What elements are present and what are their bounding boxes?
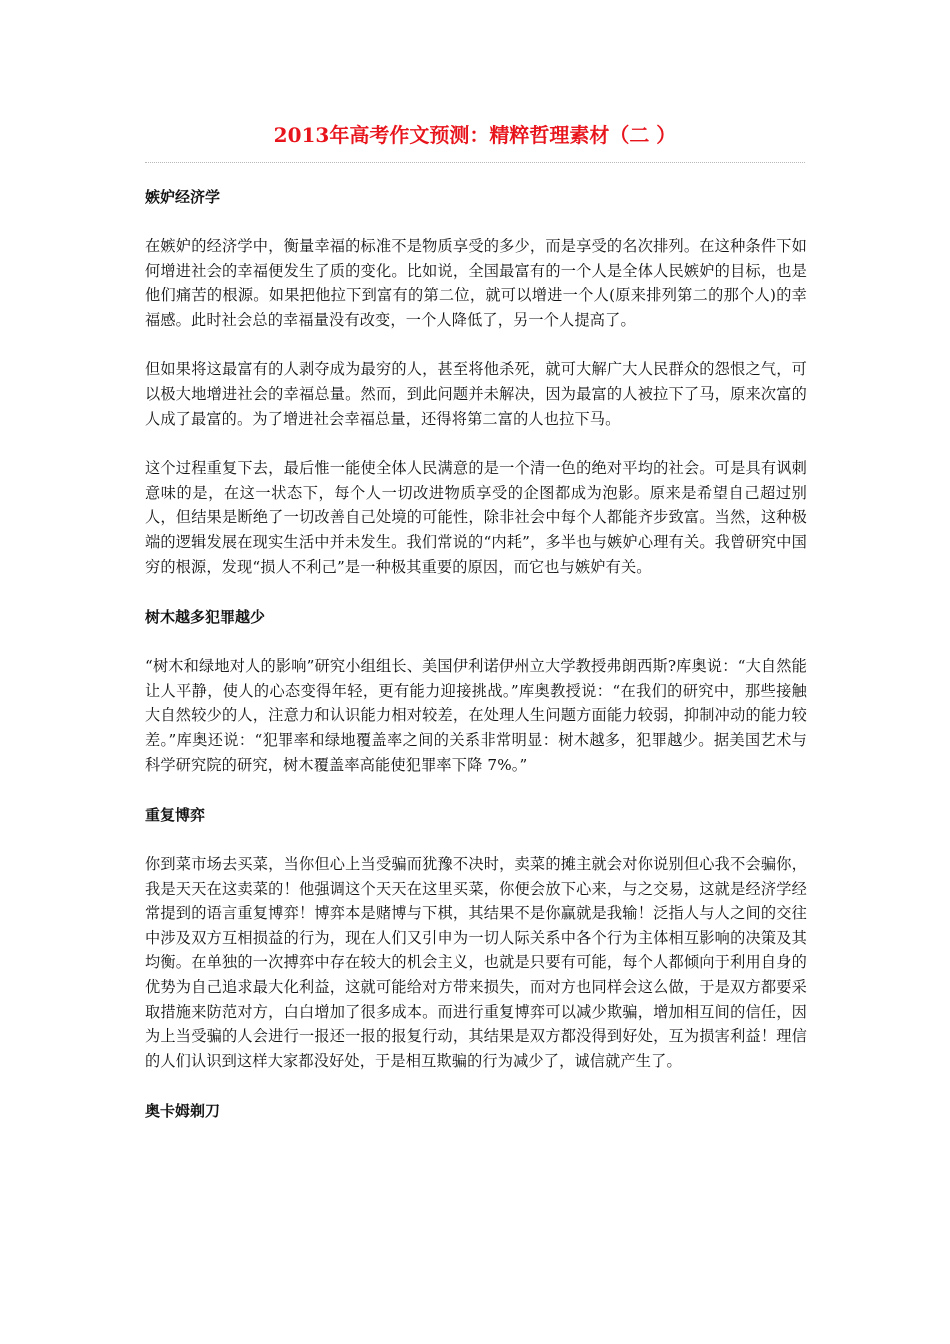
section-heading-trees-crime: 树木越多犯罪越少 xyxy=(145,608,266,627)
title-divider xyxy=(145,162,805,163)
document-body xyxy=(145,184,807,1124)
section-heading-envy-economics: 嫉妒经济学 xyxy=(145,188,221,206)
paragraph: 在嫉妒的经济学中，衡量幸福的标准不是物质享受的多少，而是享受的名次排列。在这种条件下如何增进社会的幸福便发生了质的变化。比如说，全国最富有的一个人是全体人民嫉妒的目标，也是他们痛苦的根源。如果把他拉下到富有的第二位，就可以增进一个人(原来排列第二的那个人)的幸福感。此时社会总的幸福量没有改变，一个人降低了，另一个人提高了。 xyxy=(145,237,807,329)
section-heading-repeated-game: 重复博弈 xyxy=(145,806,206,825)
document-title: 2013年高考作文预测：精粹哲理素材（二 ） xyxy=(273,123,677,147)
paragraph: 但如果将这最富有的人剥夺成为最穷的人，甚至将他杀死，就可大解广大人民群众的怨恨之气，可以极大地增进社会的幸福总量。然而，到此问题并未解决，因为最富的人被拉下了马，原来次富的人成了最富的。为了增进社会幸福总量，还得将第二富的人也拉下马。 xyxy=(145,360,807,428)
section-heading-occams-razor: 奥卡姆剃刀 xyxy=(145,1102,221,1121)
paragraph: “树木和绿地对人的影响”研究小组组长、美国伊利诺伊州立大学教授弗朗西斯?库奥说：“大自然能让人平静，使人的心态变得年轻，更有能力迎接挑战。”库奥教授说：“在我们的研究中，那些接触大自然较少的人，注意力和认识能力相对较差，在处理人生问题方面能力较弱，抑制冲动的能力较差。”库奥还说：“犯罪率和绿地覆盖率之间的关系非常明显：树木越多，犯罪越少。据美国艺术与科学研究院的研究，树木覆盖率高能使犯罪率下降 7%。” xyxy=(145,657,807,774)
paragraph: 这个过程重复下去，最后惟一能使全体人民满意的是一个清一色的绝对平均的社会。可是具有讽刺意味的是，在这一状态下，每个人一切改进物质享受的企图都成为泡影。原来是希望自己超过别人，但结果是断绝了一切改善自己处境的可能性，除非社会中每个人都能齐步致富。当然，这种极端的逻辑发展在现实生活中并未发生。我们常说的“内耗”，多半也与嫉妒心理有关。我曾研究中国穷的根源，发现“损人不利己”是一种极其重要的原因，而它也与嫉妒有关。 xyxy=(145,459,807,576)
paragraph: 你到菜市场去买菜，当你但心上当受骗而犹豫不决时，卖菜的摊主就会对你说别但心我不会骗你，我是天天在这卖菜的！他强调这个天天在这里买菜，你便会放下心来，与之交易，这就是经济学经常提到的语言重复博弈！博弈本是赌博与下棋，其结果不是你赢就是我输！泛指人与人之间的交往中涉及双方互相损益的行为，现在人们又引申为一切人际关系中各个行为主体相互影响的决策及其均衡。在单独的一次搏弈中存在较大的机会主义，也就是只要有可能，每个人都倾向于利用自身的优势为自己追求最大化利益，这就可能给对方带来损失，而对方也同样会这么做，于是双方都要采取措施来防范对方，白白增加了很多成本。而进行重复博弈可以减少欺骗，增加相互间的信任，因为上当受骗的人会进行一报还一报的报复行动，其结果是双方都没得到好处，互为损害利益！理信的人们认识到这样大家都没好处，于是相互欺骗的行为减少了，诚信就产生了。 xyxy=(145,855,807,1070)
